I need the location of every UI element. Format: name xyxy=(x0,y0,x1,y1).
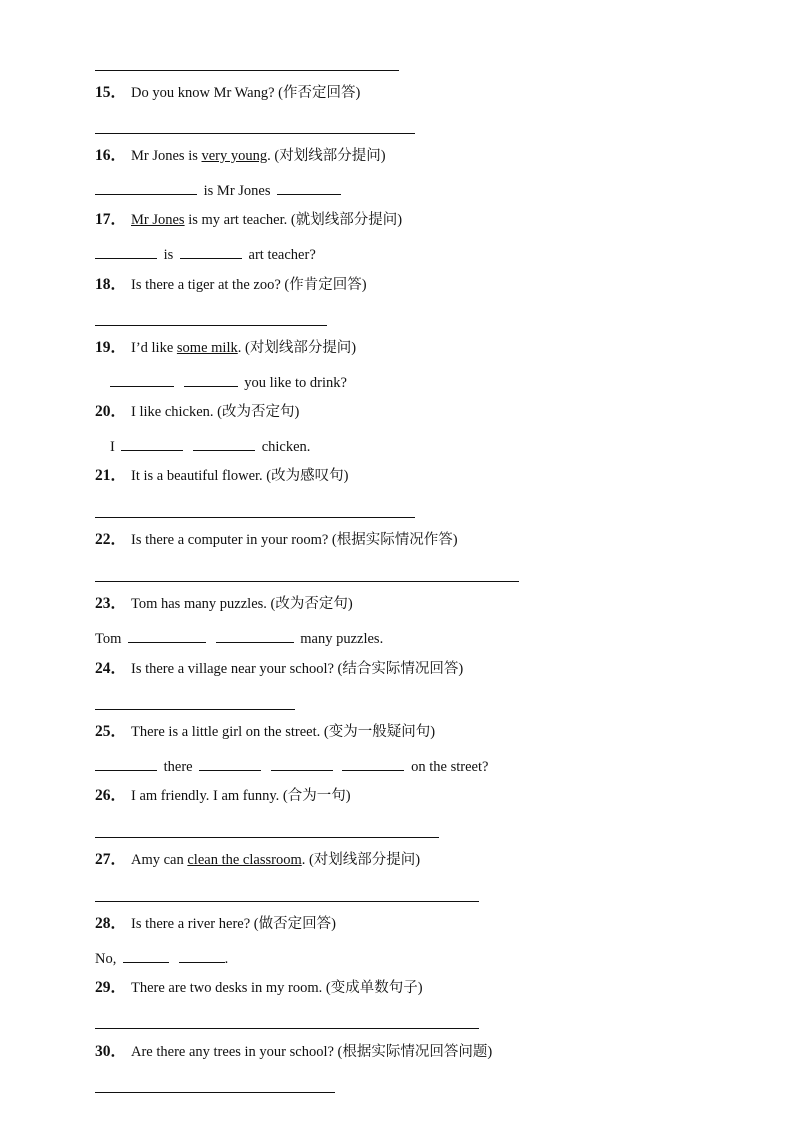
question-number: 23． xyxy=(95,595,127,612)
answer-line-27[interactable] xyxy=(95,901,479,902)
question-text: Is there a river here? (做否定回答) xyxy=(131,916,336,932)
blank[interactable] xyxy=(271,757,333,771)
underlined-part: some milk xyxy=(176,340,238,356)
question-number: 21． xyxy=(95,467,127,484)
blank[interactable] xyxy=(95,757,157,771)
answer-line-15[interactable] xyxy=(95,133,415,134)
blank[interactable] xyxy=(199,757,261,771)
question-text: There are two desks in my room. (变成单数句子) xyxy=(131,980,423,996)
question-number: 27． xyxy=(95,851,127,868)
blank[interactable] xyxy=(95,181,197,195)
answer-row-23: Tom many puzzles. xyxy=(95,631,384,647)
underlined-part: Mr Jones xyxy=(131,212,185,228)
question-text: Is there a computer in your room? (根据实际情况作答) xyxy=(131,532,458,548)
question-number: 30． xyxy=(95,1043,127,1060)
answer-row-16: is Mr Jones xyxy=(95,181,344,200)
answer-line-26[interactable] xyxy=(95,837,439,838)
question-text: Is there a village near your school? (结合实际情况回答) xyxy=(131,661,464,677)
question-text: I’d like some milk. (对划线部分提问) xyxy=(131,340,357,356)
answer-row-17: is art teacher? xyxy=(95,245,316,264)
question-text: I am friendly. I am funny. (合为一句) xyxy=(131,788,351,804)
answer-line-29[interactable] xyxy=(95,1028,479,1029)
question-number: 20． xyxy=(95,403,127,420)
answer-line-21[interactable] xyxy=(95,517,415,518)
question-number: 26． xyxy=(95,787,127,804)
answer-row-28: No, . xyxy=(95,951,229,967)
question-number: 28． xyxy=(95,915,127,932)
question-text: There is a little girl on the street. (变为一般疑问句) xyxy=(131,724,436,740)
blank[interactable] xyxy=(121,437,183,451)
question-text: Mr Jones is very young. (对划线部分提问) xyxy=(131,148,386,164)
question-text: It is a beautiful flower. (改为感叹句) xyxy=(131,468,349,484)
blank[interactable] xyxy=(277,181,341,195)
question-number: 19． xyxy=(95,339,127,356)
answer-row-19: you like to drink? xyxy=(110,373,347,392)
blank[interactable] xyxy=(193,437,255,451)
question-text: Are there any trees in your school? (根据实际情况回答问题) xyxy=(131,1044,493,1060)
blank[interactable] xyxy=(123,949,169,963)
question-text: Tom has many puzzles. (改为否定句) xyxy=(131,596,353,612)
blank[interactable] xyxy=(179,949,225,963)
blank[interactable] xyxy=(128,629,206,643)
question-text: Do you know Mr Wang? (作否定回答) xyxy=(131,85,361,101)
answer-line-14[interactable] xyxy=(95,70,399,71)
blank[interactable] xyxy=(180,245,242,259)
underlined-part: clean the classroom xyxy=(187,852,302,868)
answer-line-18[interactable] xyxy=(95,325,327,326)
answer-row-25: there on the street? xyxy=(95,757,488,776)
underlined-part: very young xyxy=(201,148,268,164)
question-number: 15． xyxy=(95,84,127,101)
question-text: I like chicken. (改为否定句) xyxy=(131,404,300,420)
answer-row-20: I chicken. xyxy=(110,439,311,455)
question-text: Is there a tiger at the zoo? (作肯定回答) xyxy=(131,277,367,293)
question-number: 24． xyxy=(95,660,127,677)
question-number: 29． xyxy=(95,979,127,996)
blank[interactable] xyxy=(342,757,404,771)
question-number: 18． xyxy=(95,276,127,293)
question-number: 16． xyxy=(95,147,127,164)
question-text: Amy can clean the classroom. (对划线部分提问) xyxy=(131,852,421,868)
blank[interactable] xyxy=(95,245,157,259)
blank[interactable] xyxy=(216,629,294,643)
question-number: 17． xyxy=(95,211,127,228)
answer-line-24[interactable] xyxy=(95,709,295,710)
question-text: Mr Jones is my art teacher. (就划线部分提问) xyxy=(131,212,403,228)
answer-line-22[interactable] xyxy=(95,581,519,582)
question-number: 25． xyxy=(95,723,127,740)
answer-line-30[interactable] xyxy=(95,1092,335,1093)
blank[interactable] xyxy=(184,373,238,387)
blank[interactable] xyxy=(110,373,174,387)
question-number: 22． xyxy=(95,531,127,548)
